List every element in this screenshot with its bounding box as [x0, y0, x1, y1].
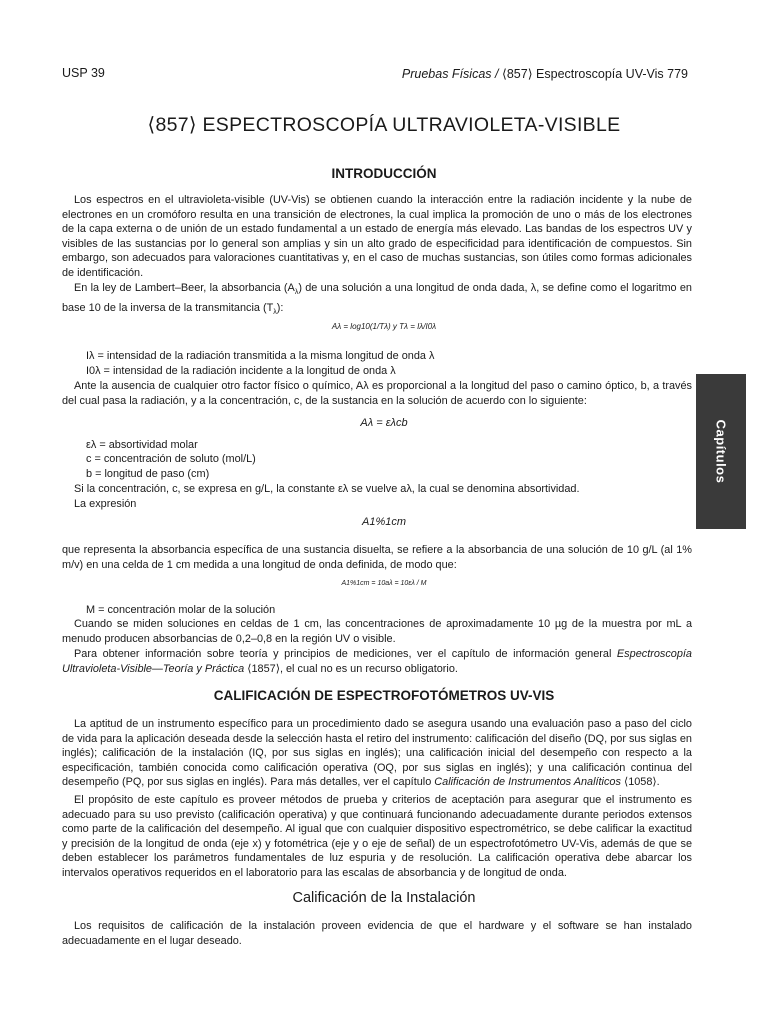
chapters-side-tab: [696, 374, 746, 529]
formula-specific-absorbance-relation: A1%1cm = 10aλ = 10ελ / M: [341, 580, 427, 587]
calificacion-paragraph-2: El propósito de este capítulo es proveer métodos de prueba y criterios de aceptación para asegurar que el instrumento es adecuado para su uso previsto (calificación operativa) y que continuará funcionando adecuadamente durante periodos extensos como parte de la calificación del desempeño. Al igual que con cualquier dispositivo espectrométrico, se debe calificar la exactitud y precisión de la longitud de onda (eje x) y fotométrica (eje y o eje de señal) de un espectrofotómetro UV-Vis, además de que se deben establecer los parámetros fundamentales de luz espuria y de resolución. La calificación operativa debe abarcar los intervalos operativos requeridos en el laboratorio para las escalas de absorbancia y de longitud de onda.: [62, 794, 692, 879]
definition-incident-intensity: I0λ = intensidad de la radiación incidente a la longitud de onda λ: [86, 365, 396, 377]
header-section-label: Pruebas Físicas /: [401, 67, 499, 81]
side-tab-label: Capítulos: [713, 419, 729, 484]
definition-transmitted-intensity: Iλ = intensidad de la radiación transmitida a la misma longitud de onda λ: [86, 350, 435, 362]
intro-paragraph-1: Los espectros en el ultravioleta-visible (UV-Vis) se obtienen cuando la interacción entre la radiación incidente y la nube de electrones en un cromóforo resulta en una transición de electrones, la cual implica la promoción de uno o más de los electrones de la capa externa o de unión de un estado fundamental a un estado de energía más elevado. Las bandas de los espectros UV y visibles de las sustancias por lo general son amplias y sin un alto grado de especificidad para identificación de compuestos. Sin embargo, son adecuados para valoraciones cuantitativas y, en el caso de muchas sustancias, son útiles como formas adicionales de identificación.: [62, 194, 692, 279]
running-header-left: USP 39: [62, 66, 105, 80]
intro-paragraph-3: Ante la ausencia de cualquier otro factor físico o químico, Aλ es proporcional a la longitud del paso o camino óptico, b, a través del cual pasa la radiación, y a la concentración, c, de la sustancia en la solución de acuerdo con lo siguiente:: [62, 380, 692, 407]
intro-paragraph-6: que representa la absorbancia específica de una sustancia disuelta, se refiere a la absorbancia de una solución de 10 g/L (al 1% m/v) en una celda de 1 cm medida a una longitud de onda definida, de modo que:: [62, 544, 692, 571]
definition-path-length: b = longitud de paso (cm): [86, 468, 210, 480]
intro-paragraph-5: La expresión: [74, 498, 137, 510]
reference-chapter-1857: Espectroscopía Ultravioleta-Visible—Teoría y Práctica: [62, 648, 692, 675]
intro-paragraph-7: Cuando se miden soluciones en celdas de 1 cm, las concentraciones de aproximadamente 10 µg de la muestra por mL a menudo producen absorbancias de 0,2–0,8 en la región UV o visible.: [62, 618, 692, 645]
formula-beer-law: Aλ = ελcb: [360, 417, 408, 429]
header-chapter-page: ⟨857⟩ Espectroscopía UV-Vis 779: [501, 67, 688, 81]
calificacion-paragraph-1: La aptitud de un instrumento específico para un procedimiento dado se asegura usando una evaluación paso a paso del ciclo de vida para la aplicación deseada desde la selección hasta el retiro del instrumento: calificación del diseño (DQ, por sus siglas en inglés); calificación de la instalación (IQ, por sus siglas en inglés); una calificación inicial del desempeño con respecto a la especificación, también conocida como calificación operativa (OQ, por sus siglas en inglés); y una calificación continua del desempeño (PQ, por sus siglas en inglés). Para más detalles, ver el capítulo Calificación de Instrumentos Analíticos ⟨1058⟩.: [62, 718, 692, 789]
heading-introduccion: INTRODUCCIÓN: [331, 166, 437, 181]
definition-concentration: c = concentración de soluto (mol/L): [86, 453, 256, 465]
intro-paragraph-4: Si la concentración, c, se expresa en g/L, la constante ελ se vuelve aλ, la cual se denomina absortividad.: [74, 483, 580, 495]
definition-molar-absorptivity: ελ = absortividad molar: [86, 439, 198, 451]
intro-paragraph-8: Para obtener información sobre teoría y principios de mediciones, ver el capítulo de información general Espectroscopía Ultravioleta-Visible—Teoría y Práctica ⟨1857⟩, el cual no es un recurso obligatorio.: [62, 648, 692, 675]
intro-paragraph-2: En la ley de Lambert–Beer, la absorbancia $(A_\lambda)$ de una solución a una longitud de onda dada, λ, se define como el logaritmo en base 10 de la inversa de la transmitancia $(T_\lambda)$:: [62, 282, 692, 316]
formula-specific-absorbance: A1%1cm: [361, 516, 407, 528]
formula-absorbance-transmittance: Aλ = log10(1/Tλ) y Tλ = Iλ/I0λ: [331, 322, 437, 331]
instalacion-paragraph-1: Los requisitos de calificación de la instalación proveen evidencia de que el hardware y el software se han instalado adecuadamente en el lugar deseado.: [62, 920, 692, 947]
reference-chapter-1058: Calificación de Instrumentos Analíticos: [434, 776, 621, 789]
heading-calificacion-instalacion: Calificación de la Instalación: [292, 890, 476, 906]
chapter-title: ⟨857⟩ ESPECTROSCOPÍA ULTRAVIOLETA-VISIBLE: [147, 114, 621, 136]
definition-molar-concentration: M = concentración molar de la solución: [86, 604, 276, 616]
heading-calificacion: CALIFICACIÓN DE ESPECTROFOTÓMETROS UV-VIS: [213, 688, 555, 703]
running-header-right: [402, 66, 688, 81]
